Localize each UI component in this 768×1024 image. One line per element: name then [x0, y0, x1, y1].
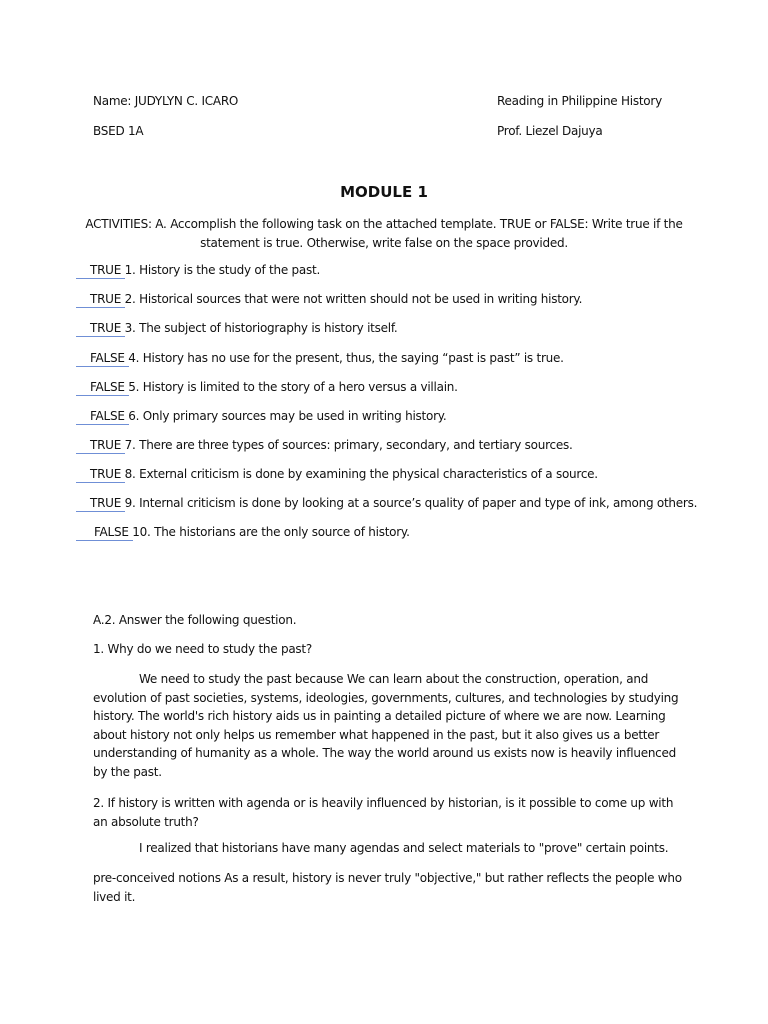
answer-blank: FALSE	[76, 409, 125, 423]
question-2: 2. If history is written with agenda or is heavily influenced by historian, is it possible to come up with an absolute truth?	[93, 796, 674, 829]
question-1: 1. Why do we need to study the past?	[93, 642, 312, 656]
tf-item-9	[76, 496, 697, 510]
item-statement: 8. External criticism is done by examining the physical characteristics of a source.	[121, 467, 598, 481]
tf-item-5	[76, 380, 458, 394]
item-statement: 4. History has no use for the present, thus, the saying “past is past” is true.	[124, 351, 564, 365]
tf-item-2	[76, 292, 582, 306]
item-statement: 9. Internal criticism is done by looking at a source’s quality of paper and type of ink, among others.	[121, 496, 698, 510]
answer-blank: TRUE	[76, 467, 121, 481]
item-statement: 3. The subject of historiography is history itself.	[121, 321, 398, 335]
answer-blank: TRUE	[76, 292, 121, 306]
course-title: Reading in Philippine History	[497, 94, 662, 108]
answer-blank: TRUE	[76, 438, 121, 452]
tf-item-6	[76, 409, 446, 423]
item-statement: 2. Historical sources that were not written should not be used in writing history.	[121, 292, 583, 306]
tf-item-4	[76, 351, 564, 365]
item-statement: 5. History is limited to the story of a hero versus a villain.	[124, 380, 458, 394]
section-label: BSED 1A	[93, 124, 144, 138]
answer-blank: FALSE	[76, 351, 125, 365]
item-statement: 1. History is the study of the past.	[121, 263, 321, 277]
item-statement: 6. Only primary sources may be used in writing history.	[124, 409, 447, 423]
answer-blank: FALSE	[76, 525, 129, 539]
tf-item-10	[76, 525, 410, 539]
instructions: ACTIVITIES: A. Accomplish the following task on the attached template. TRUE or FALSE: Write true if the statement is true. Otherwise, write false on the space provided.	[85, 217, 683, 250]
section-a2-heading: A.2. Answer the following question.	[93, 613, 297, 627]
professor-name: Prof. Liezel Dajuya	[497, 124, 603, 138]
answer-1-paragraph: We need to study the past because We can learn about the construction, operation, and evolution of past societies, systems, ideologies, governments, cultures, and technologies by studying history. The world's rich history aids us in painting a detailed picture of where we are now. Learning about history not only helps us remember what happened in the past, but it also gives us a better understanding of humanity as a whole. The way the world around us exists now is heavily influenced by the past.	[93, 672, 679, 779]
item-statement: 10. The historians are the only source of history.	[128, 525, 410, 539]
page-title: MODULE 1	[340, 183, 428, 201]
student-name: Name: JUDYLYN C. ICARO	[93, 94, 239, 108]
tf-item-3	[76, 321, 398, 335]
answer-2-line-1: I realized that historians have many agendas and select materials to "prove" certain points.	[139, 841, 669, 855]
answer-blank: TRUE	[76, 263, 121, 277]
answer-2-line-2: pre-conceived notions As a result, history is never truly "objective," but rather reflects the people who lived it.	[93, 871, 682, 904]
item-statement: 7. There are three types of sources: primary, secondary, and tertiary sources.	[121, 438, 573, 452]
answer-blank: TRUE	[76, 496, 121, 510]
answer-blank: TRUE	[76, 321, 121, 335]
tf-item-8	[76, 467, 598, 481]
tf-item-1	[76, 263, 320, 277]
tf-item-7	[76, 438, 573, 452]
answer-blank: FALSE	[76, 380, 125, 394]
